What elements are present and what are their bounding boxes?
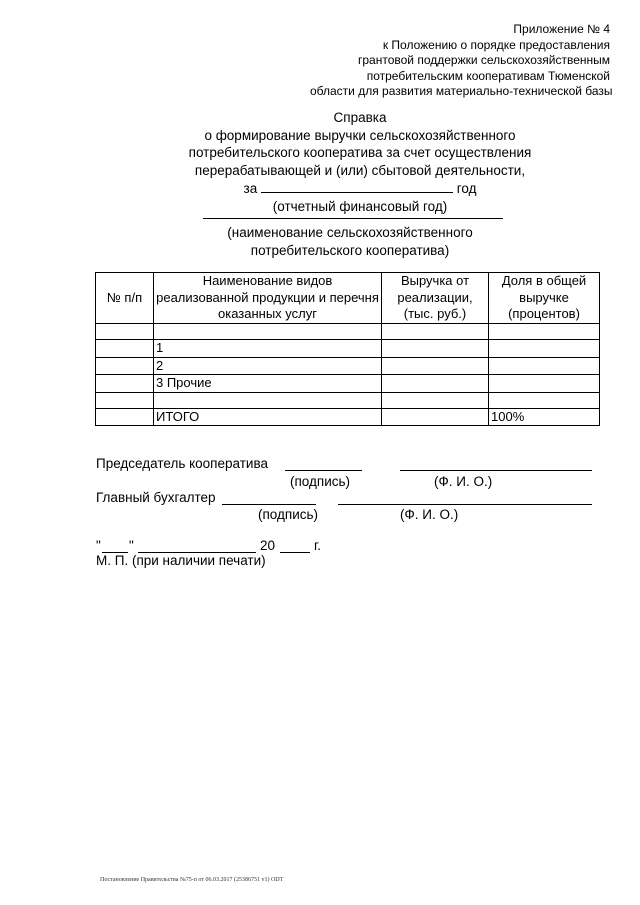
chairman-signature-caption: (подпись) bbox=[290, 474, 351, 489]
accountant-signature-line[interactable] bbox=[222, 504, 316, 505]
date-quote-open: " bbox=[96, 538, 101, 553]
appendix-line: к Положению о порядке предоставления bbox=[382, 37, 610, 52]
table-cell[interactable]: 3 Прочие bbox=[154, 375, 382, 393]
date-year-line[interactable] bbox=[280, 552, 310, 553]
footer-reference: Постановление Правительства №75-п от 06.03.2017 (25386751 v1) ODT bbox=[100, 877, 284, 883]
accountant-name-line[interactable] bbox=[338, 504, 592, 505]
appendix-line: области для развития материально-технической базы bbox=[310, 84, 613, 99]
appendix-line: Приложение № 4 bbox=[513, 22, 610, 36]
chairman-name-caption: (Ф. И. О.) bbox=[434, 474, 493, 489]
table-row bbox=[96, 324, 600, 340]
date-year-suffix: г. bbox=[314, 538, 322, 553]
coop-name-blank-line[interactable] bbox=[203, 218, 503, 219]
appendix-header bbox=[310, 22, 613, 100]
table-cell[interactable]: 1 bbox=[154, 340, 382, 358]
table-header-row bbox=[96, 273, 600, 324]
chairman-label: Председатель кооператива bbox=[96, 456, 268, 471]
accountant-name-caption: (Ф. И. О.) bbox=[400, 507, 459, 522]
coop-caption bbox=[200, 224, 500, 259]
appendix-line: потребительским кооперативам Тюменской bbox=[366, 68, 610, 83]
period-suffix: год bbox=[456, 181, 477, 196]
table-cell[interactable] bbox=[489, 375, 600, 393]
table-cell[interactable] bbox=[96, 357, 154, 375]
col-header-share: Доля в общей выручке (процентов) bbox=[489, 273, 600, 324]
table-cell[interactable] bbox=[489, 340, 600, 358]
date-quote-close: " bbox=[129, 538, 134, 553]
col-header-revenue: Выручка от реализации, (тыс. руб.) bbox=[382, 273, 489, 324]
table-cell[interactable]: 100% bbox=[489, 408, 600, 426]
table-cell[interactable] bbox=[382, 408, 489, 426]
chairman-signature-line[interactable] bbox=[285, 470, 362, 471]
table-cell[interactable] bbox=[96, 375, 154, 393]
appendix-line: грантовой поддержки сельскохозяйственным bbox=[357, 53, 610, 68]
table-row bbox=[96, 357, 600, 375]
table-cell[interactable] bbox=[382, 392, 489, 408]
table-cell[interactable] bbox=[382, 375, 489, 393]
table-cell[interactable] bbox=[382, 357, 489, 375]
revenue-table bbox=[95, 272, 600, 426]
table-cell[interactable] bbox=[96, 340, 154, 358]
col-header-products: Наименование видов реализованной продукции и перечня оказанных услуг bbox=[154, 273, 382, 324]
stamp-note: М. П. (при наличии печати) bbox=[96, 553, 266, 568]
col-header-number: № п/п bbox=[96, 273, 154, 324]
table-cell[interactable] bbox=[382, 324, 489, 340]
table-total-row bbox=[96, 408, 600, 426]
table-cell[interactable] bbox=[154, 392, 382, 408]
table-cell[interactable] bbox=[96, 392, 154, 408]
chairman-name-line[interactable] bbox=[400, 470, 592, 471]
table-cell[interactable] bbox=[489, 324, 600, 340]
table-cell[interactable]: ИТОГО bbox=[154, 408, 382, 426]
table-row bbox=[96, 392, 600, 408]
accountant-signature-caption: (подпись) bbox=[258, 507, 319, 522]
table-row bbox=[96, 340, 600, 358]
title-line: о формирование выручки сельскохозяйственного bbox=[204, 127, 516, 143]
table-cell[interactable] bbox=[96, 324, 154, 340]
table-cell[interactable] bbox=[96, 408, 154, 426]
accountant-label: Главный бухгалтер bbox=[96, 490, 216, 505]
period-blank-line[interactable] bbox=[261, 179, 453, 193]
title-line: потребительского кооператива за счет осуществления bbox=[188, 145, 532, 160]
table-cell[interactable] bbox=[382, 340, 489, 358]
document-title bbox=[110, 109, 610, 215]
table-cell[interactable]: 2 bbox=[154, 357, 382, 375]
date-year-prefix: 20 bbox=[260, 538, 276, 553]
table-cell[interactable] bbox=[154, 324, 382, 340]
title-line: перерабатывающей и (или) сбытовой деятельности, bbox=[194, 162, 526, 178]
table-cell[interactable] bbox=[489, 392, 600, 408]
period-caption: (отчетный финансовый год) bbox=[272, 198, 448, 214]
period-field bbox=[110, 179, 610, 198]
coop-caption-line: (наименование сельскохозяйственного bbox=[227, 225, 473, 240]
table-cell[interactable] bbox=[489, 357, 600, 375]
coop-caption-line: потребительского кооператива) bbox=[250, 242, 450, 258]
period-prefix: за bbox=[243, 181, 258, 196]
table-row bbox=[96, 375, 600, 393]
title-heading: Справка bbox=[333, 110, 387, 125]
